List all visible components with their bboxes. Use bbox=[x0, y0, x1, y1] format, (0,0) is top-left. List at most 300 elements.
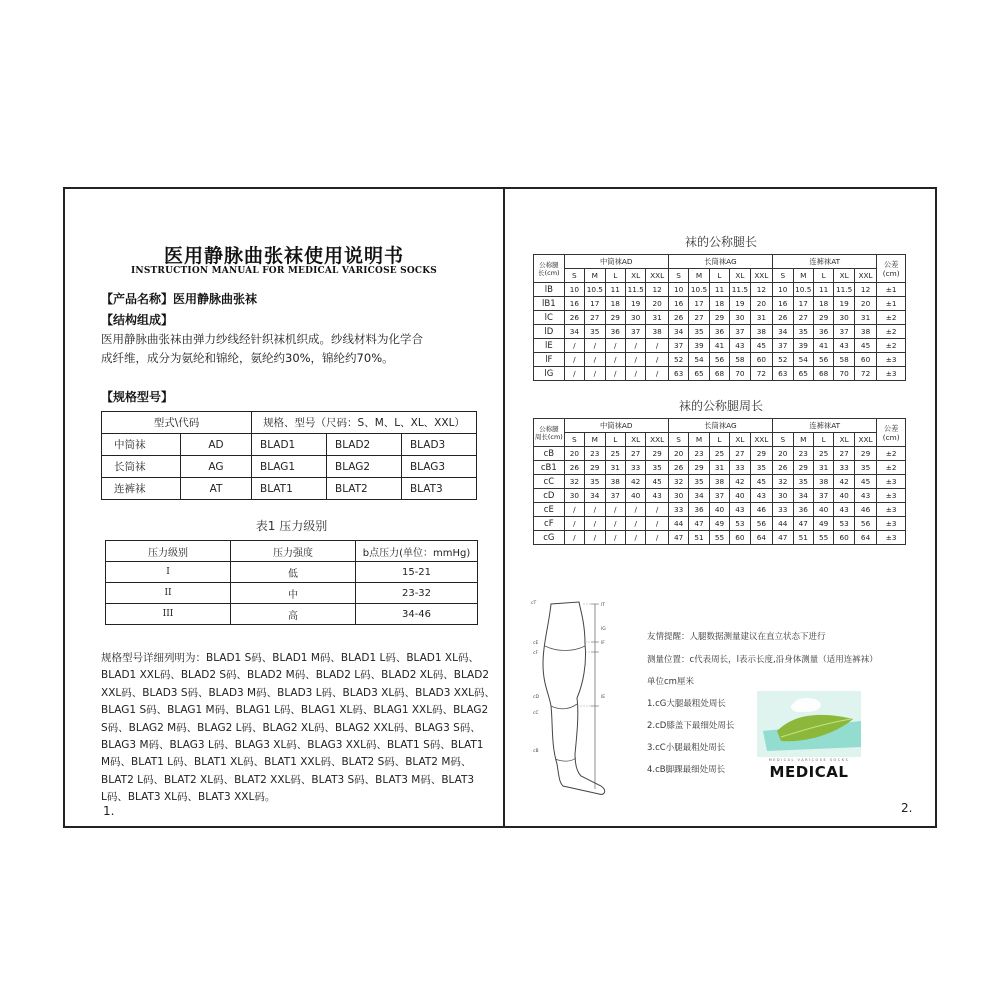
grid-cell: 26 bbox=[668, 311, 688, 325]
grid-cell: 65 bbox=[689, 367, 709, 381]
grid-cell: 37 bbox=[773, 339, 793, 353]
note-item: 3.cC小腿最粗处周长 bbox=[647, 743, 726, 753]
grid-tolerance: ±2 bbox=[877, 447, 906, 461]
grid-cell: 32 bbox=[668, 475, 688, 489]
grid-cell: 17 bbox=[585, 297, 605, 311]
grid-cell: 36 bbox=[813, 325, 833, 339]
grid-cell: 41 bbox=[813, 339, 833, 353]
grid-cell: 11 bbox=[605, 283, 625, 297]
grid-size-header: M bbox=[689, 433, 709, 447]
grid-cell: / bbox=[625, 367, 645, 381]
structure-text bbox=[101, 330, 441, 368]
grid-corner-line: 公称腿 bbox=[539, 260, 559, 269]
grid-tolerance: ±3 bbox=[877, 503, 906, 517]
grid-cell: 51 bbox=[793, 531, 813, 545]
grid-cell: 25 bbox=[605, 447, 625, 461]
grid-row-label: lB1 bbox=[534, 297, 565, 311]
grid-cell: 18 bbox=[813, 297, 833, 311]
table-row bbox=[534, 489, 906, 503]
grid-cell: 29 bbox=[750, 447, 772, 461]
grid-cell: 43 bbox=[730, 339, 750, 353]
grid-corner-line: 长(cm) bbox=[538, 268, 560, 277]
model-line: BLAT2 L码、BLAT2 XL码、BLAT2 XXL码、BLAT3 S码、BLAT3 M码、BLAT3 bbox=[101, 773, 475, 786]
length-table bbox=[533, 254, 906, 381]
manual-title: 医用静脉曲张袜使用说明书 bbox=[163, 245, 404, 267]
grid-cell: 40 bbox=[709, 503, 729, 517]
grid-cell: 27 bbox=[834, 447, 854, 461]
pressure-value: 34-46 bbox=[356, 604, 478, 625]
grid-cell: / bbox=[625, 339, 645, 353]
grid-cell: 38 bbox=[646, 325, 668, 339]
grid-tolerance: ±1 bbox=[877, 297, 906, 311]
grid-cell: 72 bbox=[854, 367, 876, 381]
grid-cell: 33 bbox=[730, 461, 750, 475]
pressure-strength: 中 bbox=[231, 583, 356, 604]
spec-model: BLAT1 bbox=[252, 478, 327, 500]
grid-cell: 31 bbox=[813, 461, 833, 475]
grid-size-header: M bbox=[689, 269, 709, 283]
grid-tolerance: ±3 bbox=[877, 517, 906, 531]
grid-cell: 32 bbox=[564, 475, 584, 489]
leg-label-cb: cB bbox=[533, 749, 539, 754]
grid-cell: 34 bbox=[793, 489, 813, 503]
grid-cell: 26 bbox=[668, 461, 688, 475]
grid-cell: / bbox=[605, 517, 625, 531]
grid-cell: 20 bbox=[668, 447, 688, 461]
grid-cell: 34 bbox=[773, 325, 793, 339]
grid-cell: / bbox=[646, 503, 668, 517]
grid-cell: 10.5 bbox=[689, 283, 709, 297]
grid-size-header: L bbox=[813, 269, 833, 283]
grid-cell: 29 bbox=[646, 447, 668, 461]
grid-cell: 30 bbox=[668, 489, 688, 503]
grid-row-label: lB bbox=[534, 283, 565, 297]
spec-model: BLAT2 bbox=[326, 478, 401, 500]
grid-cell: 30 bbox=[564, 489, 584, 503]
note-unit: 单位cm厘米 bbox=[647, 677, 694, 687]
tolerance-line: (cm) bbox=[882, 268, 900, 278]
grid-size-header: L bbox=[813, 433, 833, 447]
grid-cell: 35 bbox=[646, 461, 668, 475]
grid-tolerance: ±3 bbox=[877, 531, 906, 545]
grid-cell: 36 bbox=[709, 325, 729, 339]
grid-row-label: cB bbox=[534, 447, 565, 461]
structure-line: 医用静脉曲张袜由弹力纱线经针织袜机织成。纱线材料为化学合 bbox=[101, 332, 423, 346]
grid-cell: 46 bbox=[750, 503, 772, 517]
table-row bbox=[534, 325, 906, 339]
grid-cell: 35 bbox=[793, 325, 813, 339]
grid-cell: / bbox=[605, 353, 625, 367]
grid-cell: 27 bbox=[689, 311, 709, 325]
grid-cell: 25 bbox=[813, 447, 833, 461]
grid-cell: 43 bbox=[854, 489, 876, 503]
table-row bbox=[106, 583, 478, 604]
table-row bbox=[102, 456, 477, 478]
grid-row-label: cE bbox=[534, 503, 565, 517]
grid-cell: 37 bbox=[668, 339, 688, 353]
grid-cell: 70 bbox=[834, 367, 854, 381]
grid-cell: 20 bbox=[646, 297, 668, 311]
leg-label-lg: lG bbox=[601, 627, 606, 632]
grid-cell: 19 bbox=[730, 297, 750, 311]
grid-tolerance-header bbox=[877, 419, 906, 447]
grid-cell: 12 bbox=[750, 283, 772, 297]
grid-cell: 51 bbox=[689, 531, 709, 545]
grid-cell: 72 bbox=[750, 367, 772, 381]
grid-cell: 37 bbox=[813, 489, 833, 503]
grid-cell: 46 bbox=[854, 503, 876, 517]
note-item: 2.cD膝盖下最细处周长 bbox=[647, 721, 735, 731]
grid-cell: 23 bbox=[689, 447, 709, 461]
grid-cell: 37 bbox=[730, 325, 750, 339]
grid-cell: / bbox=[625, 353, 645, 367]
grid-cell: 17 bbox=[793, 297, 813, 311]
spec-type: 长筒袜 bbox=[102, 456, 181, 478]
model-line: BLAD1 XXL码、BLAD2 S码、BLAD2 M码、BLAD2 L码、BLAD2 XL码、BLAD2 bbox=[101, 669, 489, 682]
grid-tolerance: ±3 bbox=[877, 489, 906, 503]
table-row bbox=[102, 434, 477, 456]
grid-cell: 25 bbox=[709, 447, 729, 461]
grid-cell: 27 bbox=[730, 447, 750, 461]
table-row bbox=[534, 503, 906, 517]
grid-group-header: 连裤袜AT bbox=[773, 255, 877, 269]
manual-spread bbox=[63, 187, 937, 828]
grid-size-header: XL bbox=[834, 433, 854, 447]
grid-cell: 33 bbox=[625, 461, 645, 475]
grid-cell: 27 bbox=[625, 447, 645, 461]
spec-heading: 【规格型号】 bbox=[101, 390, 174, 404]
grid-cell: 11.5 bbox=[730, 283, 750, 297]
grid-cell: 45 bbox=[750, 475, 772, 489]
grid-cell: 29 bbox=[605, 311, 625, 325]
grid-cell: / bbox=[646, 367, 668, 381]
grid-cell: 56 bbox=[709, 353, 729, 367]
grid-group-header: 中筒袜AD bbox=[564, 255, 668, 269]
grid-cell: 35 bbox=[689, 475, 709, 489]
grid-cell: 41 bbox=[709, 339, 729, 353]
spec-code: AT bbox=[181, 478, 252, 500]
grid-cell: 45 bbox=[750, 339, 772, 353]
grid-cell: 37 bbox=[834, 325, 854, 339]
spec-header-type: 型式\代码 bbox=[102, 412, 252, 434]
grid-cell: 33 bbox=[834, 461, 854, 475]
grid-cell: 11.5 bbox=[625, 283, 645, 297]
grid-cell: / bbox=[605, 531, 625, 545]
grid-cell: 26 bbox=[773, 461, 793, 475]
grid-cell: 42 bbox=[730, 475, 750, 489]
grid-cell: 44 bbox=[668, 517, 688, 531]
grid-cell: 60 bbox=[834, 531, 854, 545]
pressure-level: II bbox=[106, 583, 231, 604]
note-item: 1.cG大腿最粗处周长 bbox=[647, 699, 726, 709]
grid-cell: 60 bbox=[854, 353, 876, 367]
grid-cell: 34 bbox=[585, 489, 605, 503]
grid-tolerance-header bbox=[877, 255, 906, 283]
page-number-right: 2. bbox=[901, 801, 913, 815]
grid-size-header: XL bbox=[730, 433, 750, 447]
grid-cell: 47 bbox=[793, 517, 813, 531]
logo-graphic-icon bbox=[757, 691, 861, 757]
grid-cell: 16 bbox=[668, 297, 688, 311]
grid-size-header: XXL bbox=[854, 433, 876, 447]
table-row bbox=[534, 475, 906, 489]
grid-cell: 30 bbox=[625, 311, 645, 325]
grid-cell: 18 bbox=[709, 297, 729, 311]
spec-model: BLAG1 bbox=[252, 456, 327, 478]
grid-cell: 56 bbox=[854, 517, 876, 531]
grid-cell: 10 bbox=[773, 283, 793, 297]
grid-cell: / bbox=[646, 339, 668, 353]
grid-cell: 45 bbox=[854, 339, 876, 353]
grid-cell: 68 bbox=[709, 367, 729, 381]
model-line: S码、BLAG2 M码、BLAG2 L码、BLAG2 XL码、BLAG2 XXL码、BLAG3 S码、 bbox=[101, 721, 481, 734]
leg-diagram-icon bbox=[529, 594, 619, 804]
spec-model: BLAD2 bbox=[326, 434, 401, 456]
grid-tolerance: ±3 bbox=[877, 367, 906, 381]
grid-cell: 58 bbox=[730, 353, 750, 367]
grid-row-label: lG bbox=[534, 367, 565, 381]
pressure-header: 压力级别 bbox=[106, 541, 231, 562]
spec-model: BLAT3 bbox=[401, 478, 476, 500]
grid-cell: 58 bbox=[834, 353, 854, 367]
grid-cell: 10.5 bbox=[793, 283, 813, 297]
grid-cell: 43 bbox=[730, 503, 750, 517]
grid-row-label: cD bbox=[534, 489, 565, 503]
grid-size-header: XL bbox=[730, 269, 750, 283]
grid-cell: 64 bbox=[750, 531, 772, 545]
grid-cell: 29 bbox=[585, 461, 605, 475]
grid-cell: 47 bbox=[668, 531, 688, 545]
grid-cell: 36 bbox=[689, 503, 709, 517]
grid-cell: 40 bbox=[813, 503, 833, 517]
grid-cell: 43 bbox=[750, 489, 772, 503]
grid-group-header: 长筒袜AG bbox=[668, 419, 772, 433]
grid-cell: 27 bbox=[585, 311, 605, 325]
grid-cell: 11 bbox=[813, 283, 833, 297]
leg-label-lf: lF bbox=[601, 641, 605, 646]
right-page bbox=[505, 189, 937, 826]
pressure-value: 15-21 bbox=[356, 562, 478, 583]
spec-type: 中筒袜 bbox=[102, 434, 181, 456]
structure-line: 成纤维，成分为氨纶和锦纶，氨纶约30%，锦纶约70%。 bbox=[101, 351, 394, 365]
spec-table bbox=[101, 411, 477, 500]
grid-row-label: cB1 bbox=[534, 461, 565, 475]
table-row bbox=[534, 353, 906, 367]
product-heading: 【产品名称】医用静脉曲张袜 bbox=[101, 292, 258, 306]
grid-cell: 53 bbox=[730, 517, 750, 531]
grid-cell: 12 bbox=[854, 283, 876, 297]
grid-row-label: cF bbox=[534, 517, 565, 531]
leg-label-lt: lT bbox=[601, 603, 605, 608]
grid-cell: / bbox=[605, 339, 625, 353]
pressure-header: 压力强度 bbox=[231, 541, 356, 562]
grid-cell: 40 bbox=[834, 489, 854, 503]
leg-label-le: lE bbox=[601, 695, 606, 700]
grid-corner-line: 周长(cm) bbox=[534, 432, 563, 441]
grid-cell: 11 bbox=[709, 283, 729, 297]
leg-label-ct: cT bbox=[531, 601, 537, 606]
grid-size-header: L bbox=[605, 269, 625, 283]
grid-corner bbox=[534, 419, 565, 447]
table-row bbox=[534, 311, 906, 325]
grid-cell: 34 bbox=[689, 489, 709, 503]
grid-cell: 55 bbox=[813, 531, 833, 545]
table-row bbox=[534, 531, 906, 545]
grid-cell: 70 bbox=[730, 367, 750, 381]
grid-cell: / bbox=[605, 367, 625, 381]
grid-cell: 20 bbox=[773, 447, 793, 461]
pressure-strength: 低 bbox=[231, 562, 356, 583]
spec-code: AD bbox=[181, 434, 252, 456]
grid-cell: 32 bbox=[773, 475, 793, 489]
tolerance-line: (cm) bbox=[882, 432, 900, 442]
grid-cell: 23 bbox=[585, 447, 605, 461]
grid-cell: 10.5 bbox=[585, 283, 605, 297]
grid-cell: / bbox=[564, 339, 584, 353]
grid-cell: 16 bbox=[773, 297, 793, 311]
grid-row-label: cC bbox=[534, 475, 565, 489]
grid-cell: / bbox=[625, 517, 645, 531]
manual-subtitle: INSTRUCTION MANUAL FOR MEDICAL VARICOSE SOCKS bbox=[131, 266, 437, 276]
model-line: XXL码、BLAD3 S码、BLAD3 M码、BLAD3 L码、BLAD3 XL码、BLAD3 XXL码、 bbox=[101, 686, 495, 699]
grid-row-label: lD bbox=[534, 325, 565, 339]
pressure-level: III bbox=[106, 604, 231, 625]
grid-cell: 44 bbox=[773, 517, 793, 531]
grid-cell: 60 bbox=[750, 353, 772, 367]
grid-size-header: L bbox=[709, 269, 729, 283]
pressure-caption: 表1 压力级别 bbox=[255, 519, 328, 533]
grid-cell: 26 bbox=[773, 311, 793, 325]
grid-cell: 35 bbox=[585, 475, 605, 489]
grid-cell: 60 bbox=[730, 531, 750, 545]
grid-group-header: 中筒袜AD bbox=[564, 419, 668, 433]
grid-cell: 52 bbox=[668, 353, 688, 367]
structure-heading: 【结构组成】 bbox=[101, 313, 174, 327]
grid-cell: 35 bbox=[750, 461, 772, 475]
grid-size-header: S bbox=[668, 269, 688, 283]
leg-label-cc: cC bbox=[533, 711, 539, 716]
grid-cell: 38 bbox=[750, 325, 772, 339]
grid-size-header: S bbox=[668, 433, 688, 447]
grid-cell: 65 bbox=[793, 367, 813, 381]
spec-model: BLAD1 bbox=[252, 434, 327, 456]
leg-label-cd: cD bbox=[533, 695, 539, 700]
grid-cell: 56 bbox=[750, 517, 772, 531]
grid-tolerance: ±3 bbox=[877, 353, 906, 367]
model-list bbox=[101, 650, 495, 807]
model-line: M码、BLAT1 L码、BLAT1 XL码、BLAT1 XXL码、BLAT2 S码、BLAT2 M码、 bbox=[101, 756, 472, 769]
note-item: 4.cB脚踝最细处周长 bbox=[647, 765, 726, 775]
pressure-strength: 高 bbox=[231, 604, 356, 625]
grid-cell: 56 bbox=[813, 353, 833, 367]
grid-size-header: M bbox=[793, 433, 813, 447]
grid-cell: 20 bbox=[564, 447, 584, 461]
table-row bbox=[534, 367, 906, 381]
grid-cell: 29 bbox=[689, 461, 709, 475]
grid-cell: 19 bbox=[625, 297, 645, 311]
grid-size-header: S bbox=[564, 269, 584, 283]
tolerance-line: 公差 bbox=[883, 423, 899, 433]
grid-cell: 38 bbox=[709, 475, 729, 489]
grid-cell: 35 bbox=[854, 461, 876, 475]
grid-cell: 35 bbox=[793, 475, 813, 489]
grid-size-header: M bbox=[585, 433, 605, 447]
table-row bbox=[534, 283, 906, 297]
grid-group-header: 连裤袜AT bbox=[773, 419, 877, 433]
medical-logo bbox=[757, 691, 861, 781]
grid-cell: 42 bbox=[834, 475, 854, 489]
table-row bbox=[534, 297, 906, 311]
grid-cell: / bbox=[605, 503, 625, 517]
grid-cell: 35 bbox=[689, 325, 709, 339]
grid-cell: 19 bbox=[834, 297, 854, 311]
girth-table bbox=[533, 418, 906, 545]
leg-label-ce: cE bbox=[533, 641, 539, 646]
grid-cell: 36 bbox=[793, 503, 813, 517]
grid-cell: / bbox=[564, 353, 584, 367]
model-line: L码、BLAT3 XL码、BLAT3 XXL码。 bbox=[101, 791, 276, 804]
grid-cell: 26 bbox=[564, 311, 584, 325]
grid-size-header: M bbox=[793, 269, 813, 283]
grid-cell: 20 bbox=[854, 297, 876, 311]
pressure-table bbox=[105, 540, 478, 625]
grid-cell: 49 bbox=[709, 517, 729, 531]
grid-cell: 68 bbox=[813, 367, 833, 381]
spec-code: AG bbox=[181, 456, 252, 478]
logo-tagline: MEDICAL VARICOSE SOCKS bbox=[768, 758, 850, 762]
grid-cell: 11.5 bbox=[834, 283, 854, 297]
grid-cell: 33 bbox=[668, 503, 688, 517]
grid-row-label: lF bbox=[534, 353, 565, 367]
grid-cell: 45 bbox=[854, 475, 876, 489]
grid-cell: 29 bbox=[793, 461, 813, 475]
pressure-header: b点压力(单位：mmHg) bbox=[356, 541, 478, 562]
grid-cell: / bbox=[564, 517, 584, 531]
grid-cell: 30 bbox=[730, 311, 750, 325]
grid-cell: 42 bbox=[625, 475, 645, 489]
grid-cell: / bbox=[625, 503, 645, 517]
grid-cell: / bbox=[564, 503, 584, 517]
grid-cell: 43 bbox=[834, 339, 854, 353]
model-line: BLAG1 S码、BLAG1 M码、BLAG1 L码、BLAG1 XL码、BLAG1 XXL码、BLAG2 bbox=[101, 704, 489, 717]
grid-size-header: XXL bbox=[854, 269, 876, 283]
grid-cell: 35 bbox=[585, 325, 605, 339]
grid-cell: / bbox=[646, 531, 668, 545]
grid-tolerance: ±2 bbox=[877, 311, 906, 325]
table-row bbox=[534, 447, 906, 461]
grid-cell: 39 bbox=[793, 339, 813, 353]
grid-cell: / bbox=[585, 517, 605, 531]
grid-cell: 47 bbox=[773, 531, 793, 545]
grid-cell: / bbox=[585, 367, 605, 381]
grid-cell: 31 bbox=[709, 461, 729, 475]
grid-cell: 34 bbox=[668, 325, 688, 339]
spec-header-size: 规格、型号（尺码：S、M、L、XL、XXL） bbox=[252, 412, 477, 434]
pressure-value: 23-32 bbox=[356, 583, 478, 604]
note-position: 测量位置：c代表周长，l表示长度,沿身体测量（适用连裤袜） bbox=[647, 655, 878, 665]
grid-cell: 31 bbox=[605, 461, 625, 475]
grid-cell: 43 bbox=[834, 503, 854, 517]
grid-cell: 33 bbox=[773, 503, 793, 517]
leg-label-cf: cF bbox=[533, 651, 539, 656]
grid-corner-line: 公称腿 bbox=[539, 424, 559, 433]
grid-tolerance: ±3 bbox=[877, 475, 906, 489]
grid-cell: 31 bbox=[646, 311, 668, 325]
grid-cell: 52 bbox=[773, 353, 793, 367]
grid-cell: 30 bbox=[834, 311, 854, 325]
grid-cell: 63 bbox=[773, 367, 793, 381]
grid-cell: 31 bbox=[750, 311, 772, 325]
